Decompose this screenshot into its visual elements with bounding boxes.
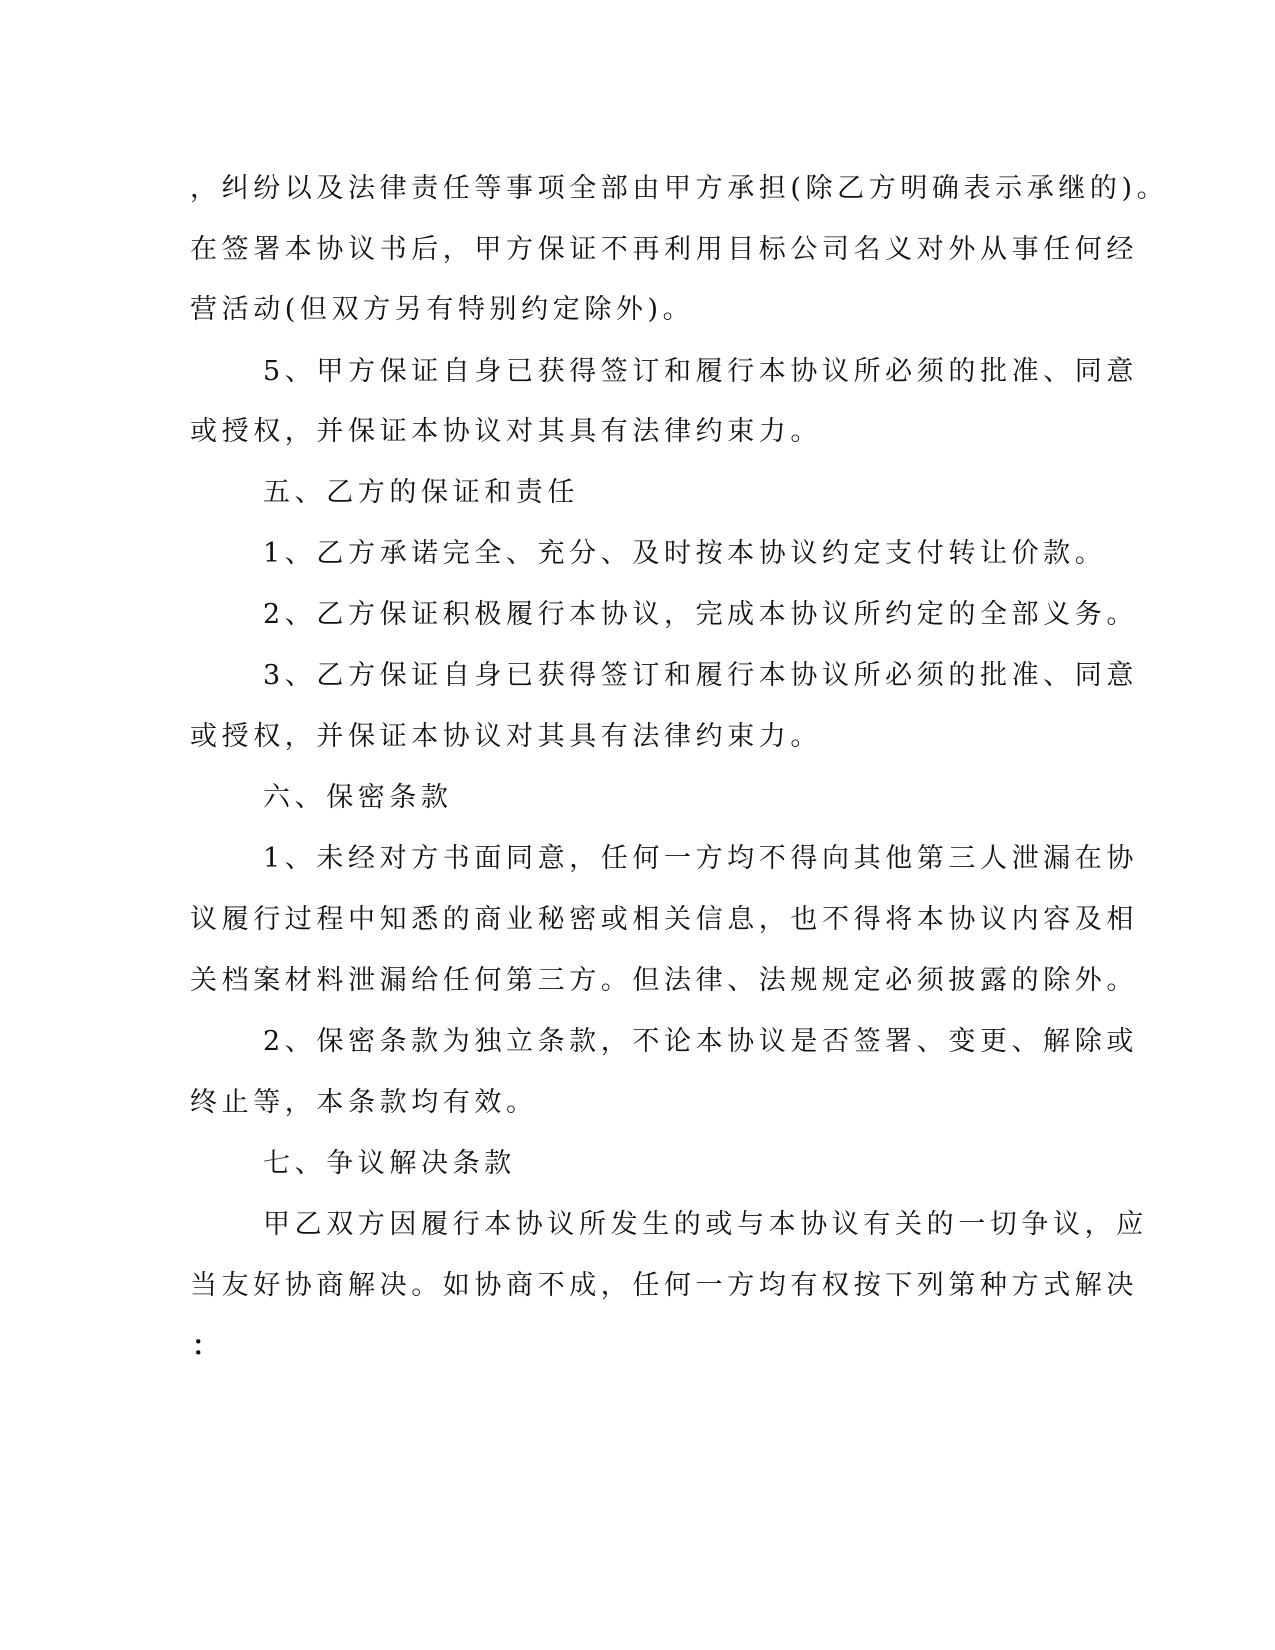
clause-item: 2、乙方保证积极履行本协议，完成本协议所约定的全部义务。	[263, 599, 1138, 630]
clause-item: 甲乙双方因履行本协议所发生的或与本协议有关的一切争议，应	[263, 1209, 1148, 1240]
body-text-line: 或授权，并保证本协议对其具有法律约束力。	[190, 416, 822, 447]
clause-item: 1、未经对方书面同意，任何一方均不得向其他第三人泄漏在协	[263, 843, 1138, 874]
clause-item: 2、保密条款为独立条款，不论本协议是否签署、变更、解除或	[263, 1026, 1138, 1057]
body-text-line: 在签署本协议书后，甲方保证不再利用目标公司名义对外从事任何经	[190, 234, 1138, 265]
body-text-line: 关档案材料泄漏给任何第三方。但法律、法规规定必须披露的除外。	[190, 965, 1138, 996]
body-text-line: ：	[192, 1331, 224, 1362]
section-heading: 五、乙方的保证和责任	[263, 477, 579, 508]
body-text-line: 或授权，并保证本协议对其具有法律约束力。	[190, 721, 822, 752]
clause-item: 1、乙方承诺完全、充分、及时按本协议约定支付转让价款。	[263, 538, 1107, 569]
clause-item: 5、甲方保证自身已获得签订和履行本协议所必须的批准、同意	[263, 356, 1138, 387]
body-text-line: 终止等，本条款均有效。	[190, 1087, 538, 1118]
body-text-line: 议履行过程中知悉的商业秘密或相关信息，也不得将本协议内容及相	[190, 904, 1138, 935]
body-text-line: 营活动(但双方另有特别约定除外)。	[190, 294, 695, 325]
body-text-line: 当友好协商解决。如协商不成，任何一方均有权按下列第种方式解决	[190, 1270, 1138, 1301]
clause-item: 3、乙方保证自身已获得签订和履行本协议所必须的批准、同意	[263, 660, 1138, 691]
section-heading: 六、保密条款	[263, 782, 453, 813]
body-text-line: ，纠纷以及法律责任等事项全部由甲方承担(除乙方明确表示承继的)。	[190, 173, 1169, 204]
section-heading: 七、争议解决条款	[263, 1148, 516, 1179]
